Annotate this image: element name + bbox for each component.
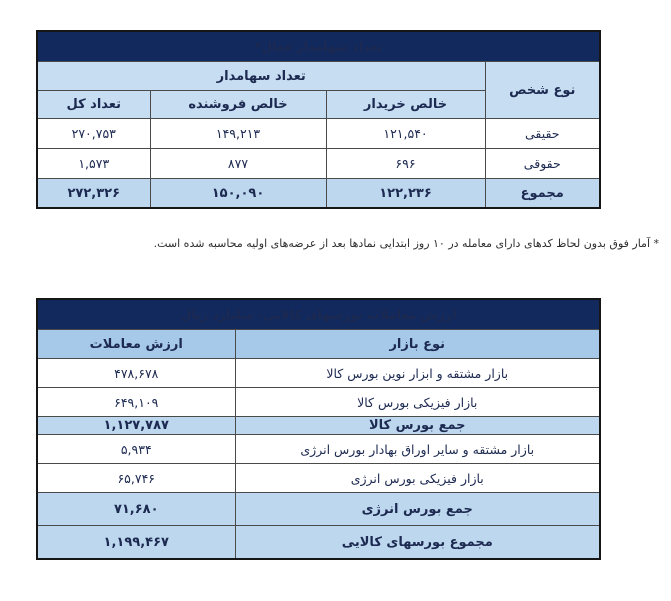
- table-row: [37, 359, 600, 388]
- total-count-value: ۲۷۰,۷۵۳: [37, 119, 150, 149]
- person-type-header: نوع شخص: [485, 62, 600, 119]
- net-buyer-total: ۱۲۲,۲۳۶: [326, 179, 485, 209]
- trade-value: ۵,۹۳۴: [37, 435, 235, 464]
- trade-value: ۶۵,۷۴۶: [37, 464, 235, 493]
- total-row-label: مجموع: [485, 179, 600, 209]
- net-buyer-value: ۶۹۶: [326, 149, 485, 179]
- market-name: مجموع بورسهای کالایی: [235, 526, 600, 560]
- market-name: بازار مشتقه و سایر اوراق بهادار بورس انرژی: [235, 435, 600, 464]
- table-row: [37, 435, 600, 464]
- table-row: [37, 464, 600, 493]
- market-name: بازار فیزیکی بورس انرژی: [235, 464, 600, 493]
- shareholders-table: [36, 30, 601, 209]
- footnote: * آمار فوق بدون لحاظ کدهای دارای معامله در ۱۰ روز ابتدایی نمادها بعد از عرضه‌های اولیه محاسبه شده است.: [153, 237, 659, 250]
- net-seller-total: ۱۵۰,۰۹۰: [150, 179, 326, 209]
- shareholders-table-title: تعداد سهامدار فعال*: [37, 31, 600, 62]
- person-type-label: حقیقی: [485, 119, 600, 149]
- person-type-label: حقوقی: [485, 149, 600, 179]
- trade-value: ۴۷۸,۶۷۸: [37, 359, 235, 388]
- market-type-header: نوع بازار: [235, 330, 600, 359]
- market-name: بازار مشتقه و ابزار نوین بورس کالا: [235, 359, 600, 388]
- trade-value-header: ارزش معاملات: [37, 330, 235, 359]
- net-seller-value: ۸۷۷: [150, 149, 326, 179]
- net-buyer-header: خالص خریدار: [326, 91, 485, 119]
- net-seller-header: خالص فروشنده: [150, 91, 326, 119]
- commodity-exchanges-table: [36, 298, 601, 560]
- trade-value: ۶۴۹,۱۰۹: [37, 388, 235, 417]
- trade-value: ۷۱,۶۸۰: [37, 493, 235, 526]
- total-count-total: ۲۷۲,۳۲۶: [37, 179, 150, 209]
- total-row: [37, 179, 600, 209]
- shareholder-count-group-header: تعداد سهامدار: [37, 62, 485, 91]
- net-seller-value: ۱۴۹,۲۱۳: [150, 119, 326, 149]
- trade-value: ۱,۱۲۷,۷۸۷: [37, 417, 235, 435]
- market-name: بازار فیزیکی بورس کالا: [235, 388, 600, 417]
- grand-total-row: [37, 526, 600, 560]
- market-name: جمع بورس انرژی: [235, 493, 600, 526]
- net-buyer-value: ۱۲۱,۵۴۰: [326, 119, 485, 149]
- market-name: جمع بورس کالا: [235, 417, 600, 435]
- table-row: [37, 119, 600, 149]
- subtotal-row: [37, 417, 600, 435]
- commodity-table-title: ارزش معاملات بورسهای کالایی- میلیارد ریال: [37, 299, 600, 330]
- total-count-value: ۱,۵۷۳: [37, 149, 150, 179]
- subtotal-row: [37, 493, 600, 526]
- table-row: [37, 388, 600, 417]
- trade-value: ۱,۱۹۹,۴۶۷: [37, 526, 235, 560]
- table-row: [37, 149, 600, 179]
- total-count-header: تعداد کل: [37, 91, 150, 119]
